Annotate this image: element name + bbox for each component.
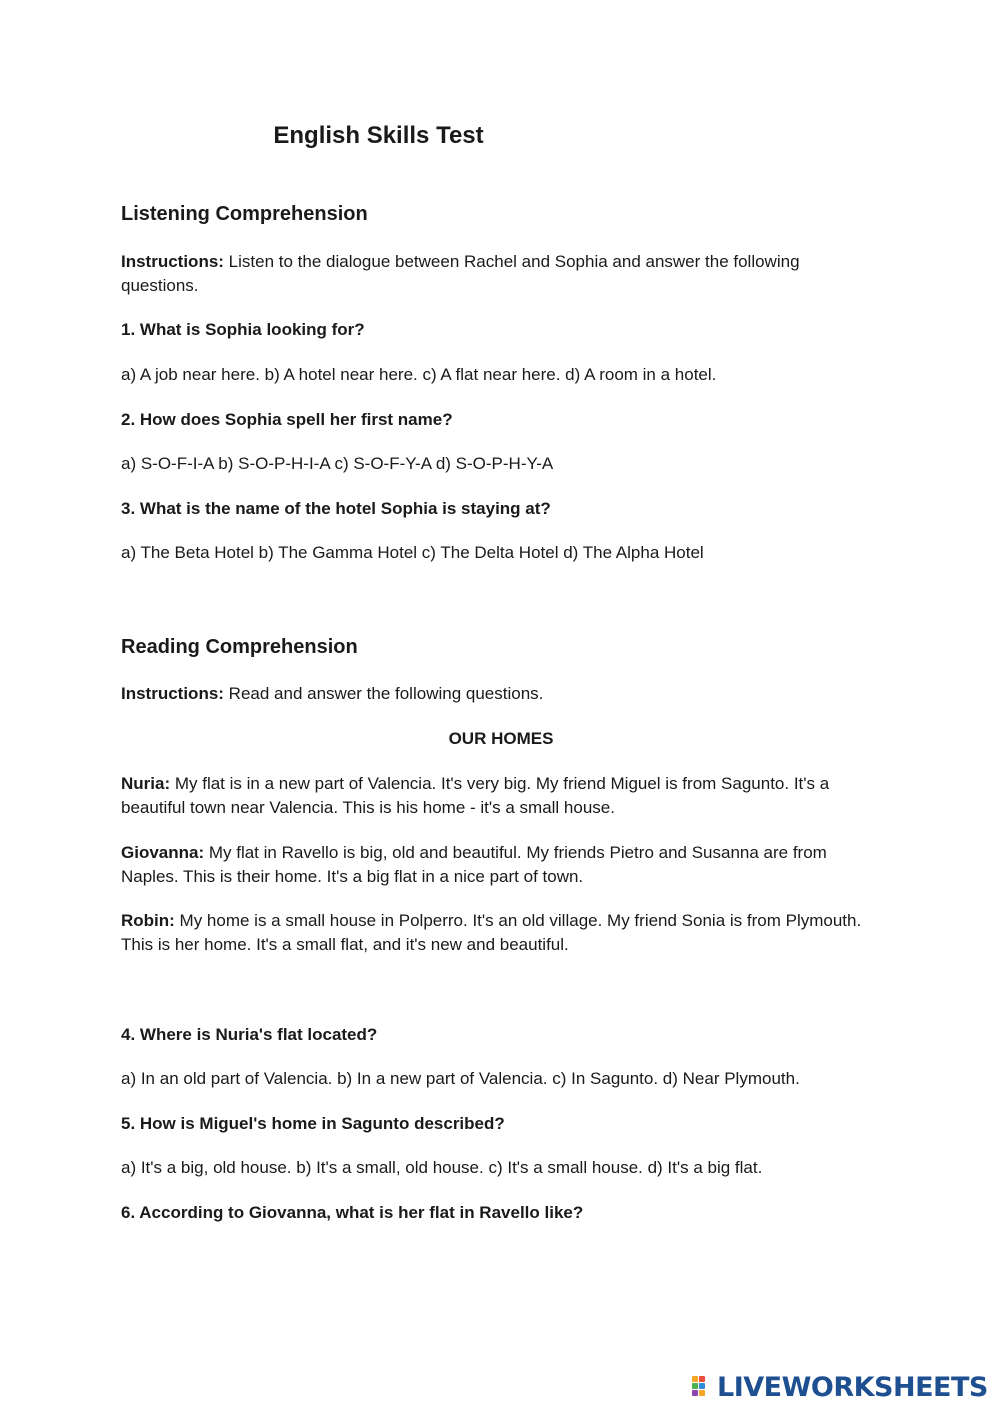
reading-instructions — [121, 682, 881, 706]
paragraph-robin — [121, 909, 881, 957]
question-5: 5. How is Miguel's home in Sagunto described? — [121, 1114, 505, 1133]
question-3: 3. What is the name of the hotel Sophia is staying at? — [121, 499, 551, 518]
reading-heading: Reading Comprehension — [121, 636, 358, 658]
liveworksheets-logo[interactable] — [692, 1372, 988, 1402]
question-5-options: a) It's a big, old house. b) It's a small, old house. c) It's a small house. d) It's a big flat. — [121, 1158, 763, 1177]
paragraph-text: My flat in Ravello is big, old and beautiful. My friends Pietro and Susanna are from Naples. This is their home. It's a big flat in a nice part of town. — [121, 843, 827, 886]
paragraph-giovanna — [121, 841, 881, 889]
speaker-name: Nuria: — [121, 774, 171, 793]
speaker-name: Robin: — [121, 911, 175, 930]
liveworksheets-logo-icon — [692, 1374, 714, 1400]
logo-text: LIVEWORKSHEETS — [717, 1371, 988, 1403]
listening-heading: Listening Comprehension — [121, 203, 368, 225]
page-title: English Skills Test — [273, 122, 484, 149]
speaker-name: Giovanna: — [121, 843, 205, 862]
paragraph-text: My home is a small house in Polperro. It's an old village. My friend Sonia is from Plymouth. This is her home. It's a small flat, and it's new and beautiful. — [121, 911, 862, 954]
reading-text-title: OUR HOMES — [448, 729, 554, 748]
question-1-options: a) A job near here. b) A hotel near here. c) A flat near here. d) A room in a hotel. — [121, 365, 717, 384]
question-4: 4. Where is Nuria's flat located? — [121, 1025, 378, 1044]
question-4-options: a) In an old part of Valencia. b) In a new part of Valencia. c) In Sagunto. d) Near Plymouth. — [121, 1069, 800, 1088]
instructions-label: Instructions: — [121, 684, 224, 703]
instructions-text: Listen to the dialogue between Rachel and Sophia and answer the following questions. — [121, 252, 800, 295]
question-2: 2. How does Sophia spell her first name? — [121, 410, 453, 429]
question-3-options: a) The Beta Hotel b) The Gamma Hotel c) The Delta Hotel d) The Alpha Hotel — [121, 543, 704, 562]
question-1: 1. What is Sophia looking for? — [121, 320, 365, 339]
question-2-options: a) S-O-F-I-A b) S-O-P-H-I-A c) S-O-F-Y-A d) S-O-P-H-Y-A — [121, 454, 554, 473]
paragraph-text: My flat is in a new part of Valencia. It's very big. My friend Miguel is from Sagunto. It's a beautiful town near Valencia. This is his home - it's a small house. — [121, 774, 830, 817]
listening-instructions — [121, 250, 881, 298]
question-6: 6. According to Giovanna, what is her flat in Ravello like? — [121, 1203, 584, 1222]
instructions-text: Read and answer the following questions. — [223, 684, 544, 703]
paragraph-nuria — [121, 772, 881, 820]
instructions-label: Instructions: — [121, 252, 224, 271]
